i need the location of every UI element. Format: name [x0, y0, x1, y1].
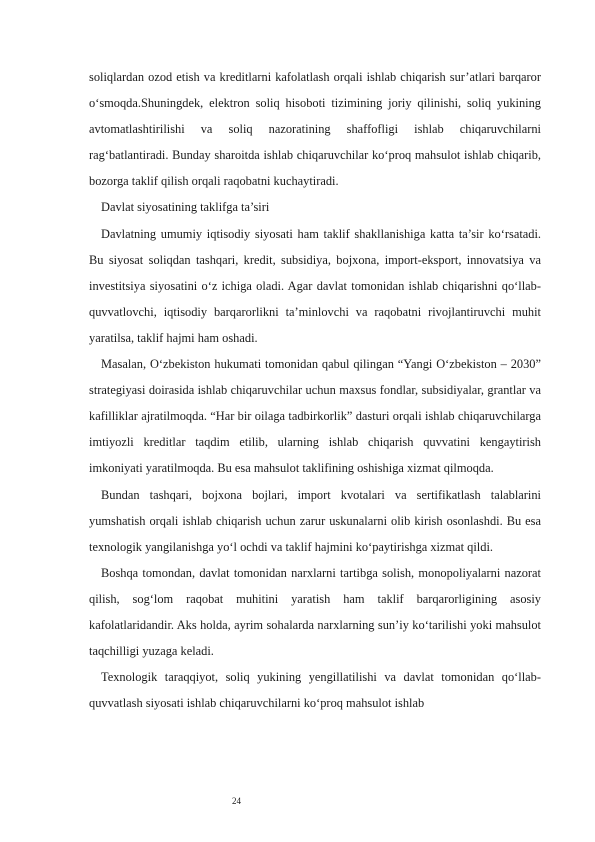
- section-heading: Davlat siyosatining taklifga ta’siri: [101, 200, 270, 215]
- page-number: 24: [232, 796, 241, 806]
- body-text: [89, 64, 541, 716]
- paragraph: Bundan tashqari, bojxona bojlari, import kvotalari va sertifikatlash talablarini yumshatish orqali ishlab chiqarish uchun zarur uskunalarni olib kirish osonlashdi. Bu esa texnologik yangilanishga yo‘l ochdi va taklif hajmini ko‘paytirishga xizmat qildi.: [89, 487, 541, 554]
- paragraph-continues: Texnologik taraqqiyot, soliq yukining yengillatilishi va davlat tomonidan qo‘llab-quvvatlash siyosati ishlab chiqaruvchilarni ko‘proq mahsulot ishlab: [89, 670, 541, 711]
- paragraph: Masalan, O‘zbekiston hukumati tomonidan qabul qilingan “Yangi O‘zbekiston – 2030” strategiyasi doirasida ishlab chiqaruvchilar uchun maxsus fondlar, subsidiyalar, grantlar va kafilliklar ajratilmoqda. “Har bir oilaga tadbirkorlik” dasturi orqali ishlab chiqaruvchilarga imtiyozli kreditlar taqdim etilib, ularning ishlab chiqarish quvvatini kengaytirish imkoniyati yaratilmoqda. Bu esa mahsulot taklifining oshishiga xizmat qilmoqda.: [89, 357, 541, 476]
- paragraph: Davlatning umumiy iqtisodiy siyosati ham taklif shakllanishiga katta ta’sir ko‘rsatadi. Bu siyosat soliqdan tashqari, kredit, subsidiya, bojxona, import-eksport, innovatsiya va investitsiya siyosatini o‘z ichiga oladi. Agar davlat tomonidan ishlab chiqarishni qo‘llab-quvvatlovchi, iqtisodiy barqarorlikni ta’minlovchi va raqobatni rivojlantiruvchi muhit yaratilsa, taklif hajmi ham oshadi.: [89, 226, 541, 345]
- paragraph-continuation: soliqlardan ozod etish va kreditlarni kafolatlash orqali ishlab chiqarish sur’atlari barqaror o‘smoqda.Shuningdek, elektron soliq hisoboti tizimining joriy qilinishi, soliq yukining avtomatlashtirilishi va soliq nazoratining shaffofligi ishlab chiqaruvchilarni rag‘batlantiradi. Bunday sharoitda ishlab chiqaruvchilar ko‘proq mahsulot ishlab chiqarib, bozorga taklif qilish orqali raqobatni kuchaytiradi.: [89, 70, 541, 189]
- paragraph: Boshqa tomondan, davlat tomonidan narxlarni tartibga solish, monopoliyalarni nazorat qilish, sog‘lom raqobat muhitini yaratish ham taklif barqarorligining asosiy kafolatlaridandir. Aks holda, ayrim sohalarda narxlarning sun’iy ko‘tarilishi yoki mahsulot taqchilligi yuzaga keladi.: [89, 565, 541, 659]
